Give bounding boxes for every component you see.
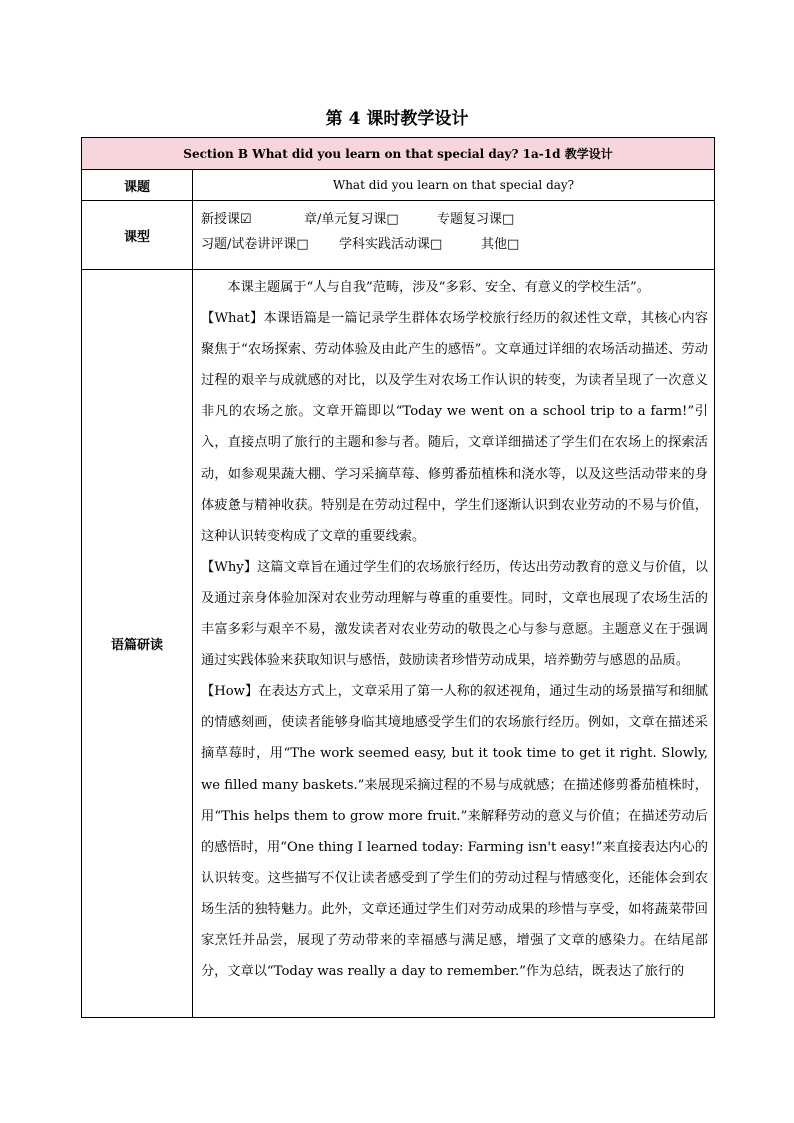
type-options-row-1: [201, 207, 714, 232]
type-options-row-2: [201, 232, 714, 257]
type-label: 课型: [82, 201, 193, 270]
type-option-topic-review[interactable]: 专题复习课□: [437, 212, 515, 227]
topic-row: [82, 170, 715, 201]
topic-value: What did you learn on that special day?: [193, 170, 715, 201]
section-header: Section B What did you learn on that special day? 1a-1d 教学设计: [82, 138, 715, 170]
type-option-new-lesson[interactable]: 新授课☑: [201, 212, 252, 227]
section-header-row: [82, 138, 715, 170]
page-title: 第 4 课时教学设计: [325, 109, 469, 129]
analysis-content: [193, 270, 715, 1018]
analysis-label: 语篇研读: [82, 270, 193, 1018]
analysis-why-paragraph: 【Why】这篇文章旨在通过学生们的农场旅行经历，传达出劳动教育的意义与价值，以及通过亲身体验加深对农业劳动理解与尊重的重要性。同时，文章也展现了农场生活的丰富多彩与艰辛不易，激发读者对农业劳动的敬畏之心与参与意愿。主题意义在于强调通过实践体验来获取知识与感悟，鼓励读者珍惜劳动成果，培养勤劳与感恩的品质。: [201, 559, 708, 669]
topic-label: 课题: [82, 170, 193, 201]
type-options: [193, 201, 715, 270]
type-option-practice-activity[interactable]: 学科实践活动课□: [339, 237, 443, 252]
type-option-exercise-review[interactable]: 习题/试卷讲评课□: [201, 237, 309, 252]
analysis-what-paragraph: 【What】本课语篇是一篇记录学生群体农场学校旅行经历的叙述性文章，其核心内容聚焦于“农场探索、劳动体验及由此产生的感悟”。文章通过详细的农场活动描述、劳动过程的艰辛与成就感的对比，以及学生对农场工作认识的转变，为读者呈现了一次意义非凡的农场之旅。文章开篇即以“Today we went on a school trip to a farm!”引入，直接点明了旅行的主题和参与者。随后，文章详细描述了学生们在农场上的探索活动，如参观果蔬大棚、学习采摘草莓、修剪番茄植株和浇水等，以及这些活动带来的身体疲惫与精神收获。特别是在劳动过程中，学生们逐渐认识到农业劳动的不易与价值，这种认识转变构成了文章的重要线索。: [201, 311, 708, 544]
lesson-design-table: [81, 137, 715, 1018]
type-option-unit-review[interactable]: 章/单元复习课□: [304, 212, 399, 227]
analysis-row: [82, 270, 715, 1018]
analysis-how-paragraph: 【How】在表达方式上，文章采用了第一人称的叙述视角，通过生动的场景描写和细腻的情感刻画，使读者能够身临其境地感受学生们的农场旅行经历。例如，文章在描述采摘草莓时，用“The work seemed easy, but it took time to get it right. Slowly, we filled many baskets.”来展现采摘过程的不易与成就感；在描述修剪番茄植株时，用“This helps them to grow more fruit.”来解释劳动的意义与价值；在描述劳动后的感悟时，用“One thing I learned today: Farming isn't easy!”来直接表达内心的认识转变。这些描写不仅让读者感受到了学生们的劳动过程与情感变化，还能体会到农场生活的独特魅力。此外，文章还通过学生们对劳动成果的珍惜与享受，如将蔬菜带回家烹饪并品尝，展现了劳动带来的幸福感与满足感，增强了文章的感染力。在结尾部分，文章以“Today was really a day to remember.”作为总结，既表达了旅行的: [201, 684, 708, 980]
analysis-theme-paragraph: 本课主题属于“人与自我”范畴，涉及“多彩、安全、有意义的学校生活”。: [227, 280, 650, 295]
type-option-other[interactable]: 其他□: [481, 237, 520, 252]
type-row: [82, 201, 715, 270]
